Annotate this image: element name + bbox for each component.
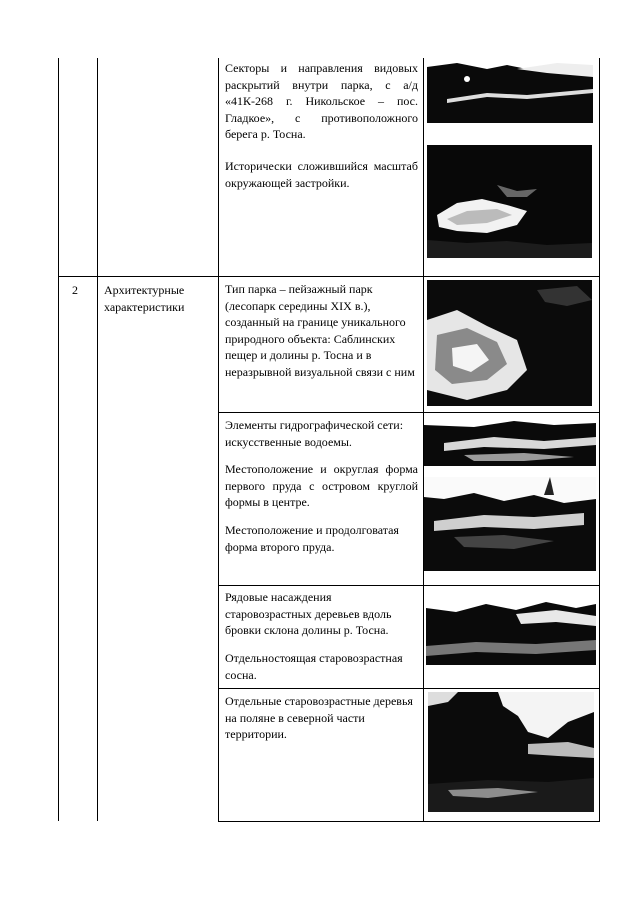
row-divider-1	[58, 276, 600, 277]
table-border-left	[58, 58, 59, 821]
feature-text-meadow-trees: Отдельные старовозрастные деревья на поляне в северной части территории.	[225, 694, 413, 741]
feature-text-tree-rows: Рядовые насаждения старовозрастных деревьев вдоль бровки склона долины р. Тосна.	[225, 590, 392, 637]
table-bottom-partial	[218, 821, 600, 822]
row-number: 2	[72, 283, 78, 297]
feature-text-park-type: Тип парка – пейзажный парк (лесопарк середины XIX в.), созданный на границе уникального природного объекта: Саблинских пещер и долины р. Тосна и в неразрывной визуальной связи с ним	[225, 282, 415, 379]
cell-divider-2a	[218, 412, 600, 413]
second-pond-photo	[424, 477, 596, 571]
rock-outcrop-photo	[427, 280, 592, 406]
table-border-right	[599, 58, 600, 821]
feature-text-first-pond: Местоположение и округлая форма первого пруда с островом круглой формы в центре.	[225, 462, 418, 509]
tree-row-photo	[426, 594, 596, 665]
cell-divider-2c	[218, 688, 600, 689]
first-pond-photo	[424, 415, 596, 466]
feature-text-single-pine: Отдельностоящая старовозрастная сосна.	[225, 651, 403, 682]
cliff-waterfall-photo	[427, 145, 592, 258]
meadow-trees-photo	[428, 692, 594, 812]
feature-text-building-scale: Исторически сложившийся масштаб окружающей застройки.	[225, 159, 418, 190]
road-view-photo	[427, 59, 593, 123]
cell-divider-2b	[218, 585, 600, 586]
feature-text-second-pond: Местоположение и продолговатая форма второго пруда.	[225, 523, 399, 554]
table-column-divider-2	[218, 58, 219, 821]
table-column-divider-1	[97, 58, 98, 821]
feature-text-view-sectors: Секторы и направления видовых раскрытий внутри парка, с а/д «41К-268 г. Никольское – пос. Гладкое», с противоположного берега р. Тосна.	[225, 61, 418, 141]
row-category: Архитектурные характеристики	[104, 283, 185, 314]
feature-text-water-bodies: Элементы гидрографической сети: искусственные водоемы.	[225, 418, 404, 449]
